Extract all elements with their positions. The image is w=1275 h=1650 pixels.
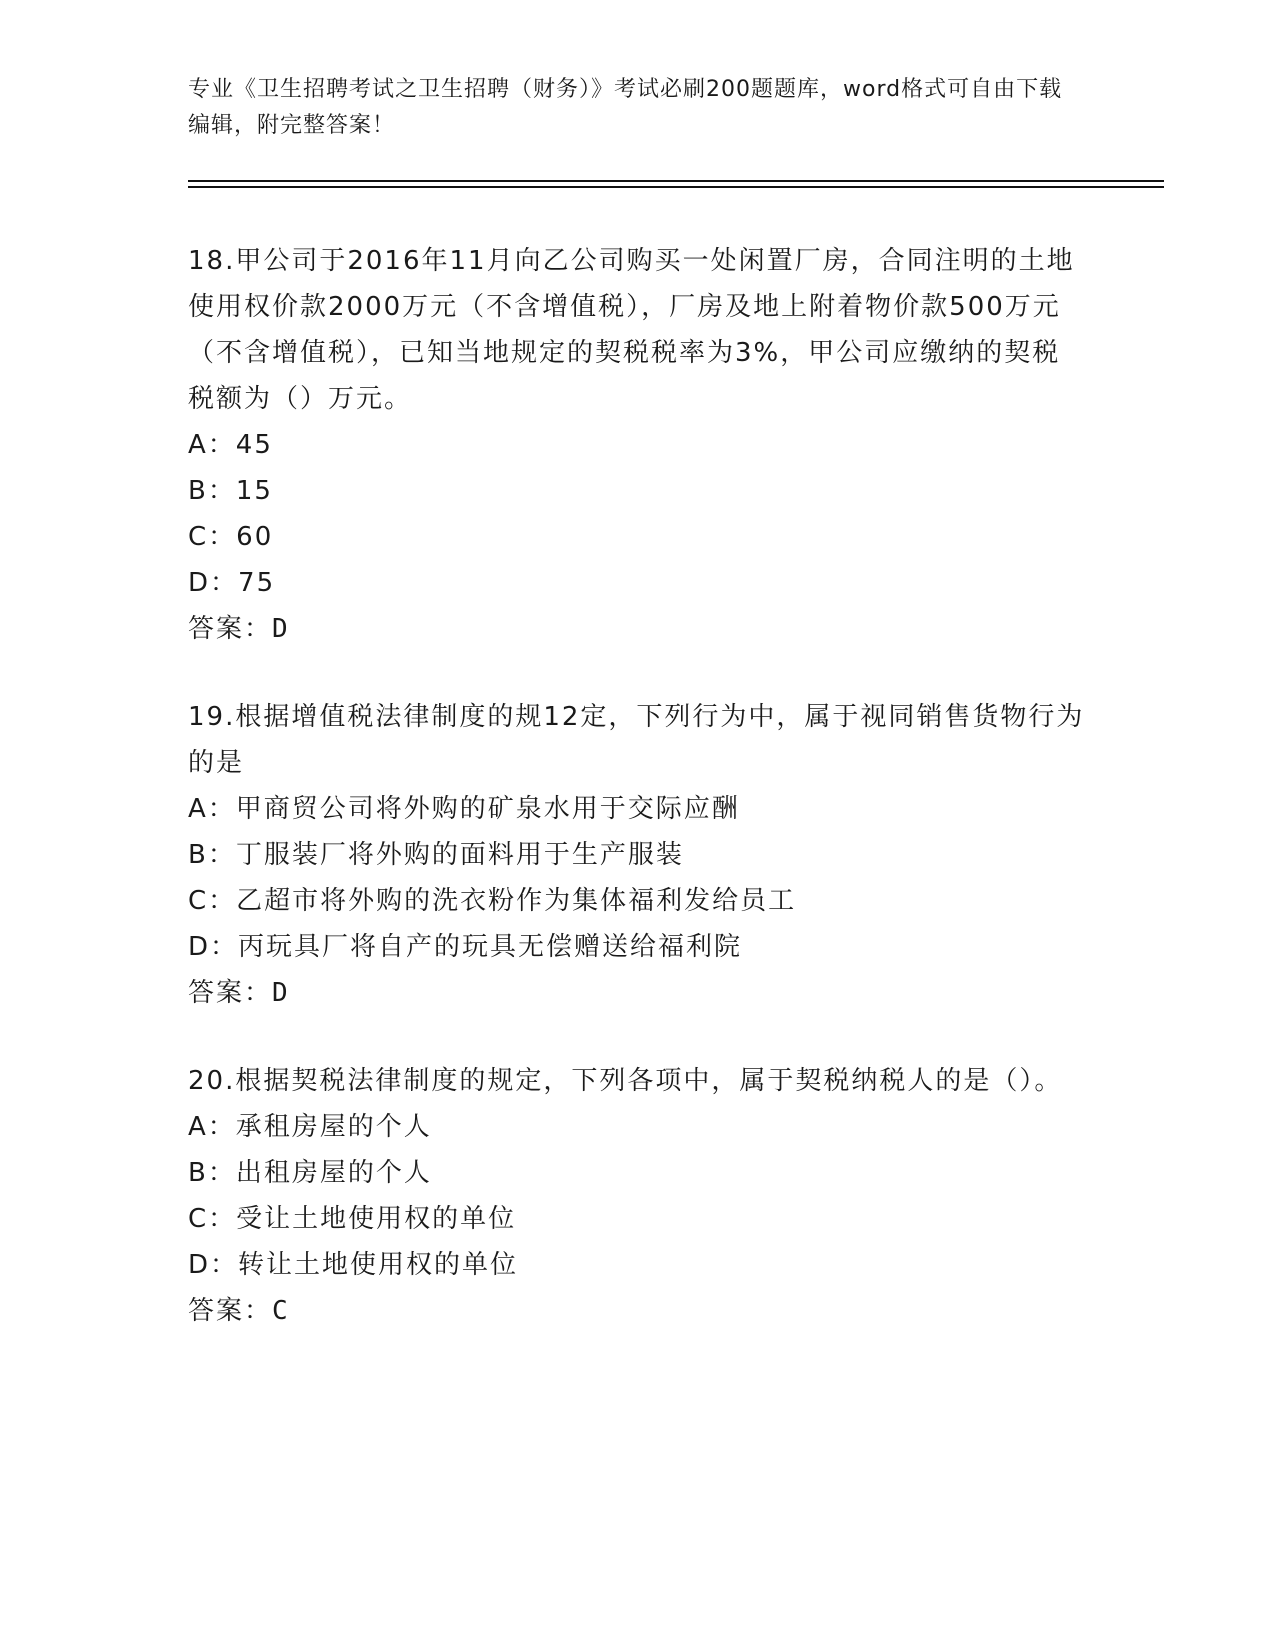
option-b: B：丁服装厂将外购的面料用于生产服装: [188, 840, 684, 870]
option-a: A：甲商贸公司将外购的矿泉水用于交际应酬: [188, 794, 740, 824]
option-d: D：转让土地使用权的单位: [188, 1250, 519, 1280]
option-c: C：乙超市将外购的洗衣粉作为集体福利发给员工: [188, 886, 797, 916]
option-a: A：承租房屋的个人: [188, 1112, 432, 1142]
question-list: [188, 238, 1088, 1376]
option-c: C：60: [188, 522, 274, 552]
option-b: B：出租房屋的个人: [188, 1158, 432, 1188]
option-d: D：75: [188, 568, 276, 598]
option-d: D：丙玩具厂将自产的玩具无偿赠送给福利院: [188, 932, 743, 962]
answer-line: 答案：C: [188, 1296, 290, 1326]
question-20: [188, 1058, 1088, 1334]
document-header: 专业《卫生招聘考试之卫生招聘（财务）》考试必刷200题题库，word格式可自由下载编辑，附完整答案！: [188, 77, 1063, 138]
question-stem: 20.根据契税法律制度的规定，下列各项中，属于契税纳税人的是（）。: [188, 1066, 1063, 1096]
option-b: B：15: [188, 476, 273, 506]
answer-line: 答案：D: [188, 978, 290, 1008]
question-stem: 18.甲公司于2016年11月向乙公司购买一处闲置厂房，合同注明的土地使用权价款2000万元（不含增值税），厂房及地上附着物价款500万元（不含增值税），已知当地规定的契税税率为3%，甲公司应缴纳的契税税额为（）万元。: [188, 246, 1075, 414]
question-stem: 19.根据增值税法律制度的规12定，下列行为中，属于视同销售货物行为的是: [188, 702, 1085, 778]
option-c: C：受让土地使用权的单位: [188, 1204, 517, 1234]
header-rule-top: [188, 180, 1164, 182]
answer-line: 答案：D: [188, 614, 290, 644]
option-a: A：45: [188, 430, 273, 460]
question-18: [188, 238, 1088, 652]
header-rule-bottom: [188, 186, 1164, 188]
question-19: [188, 694, 1088, 1016]
